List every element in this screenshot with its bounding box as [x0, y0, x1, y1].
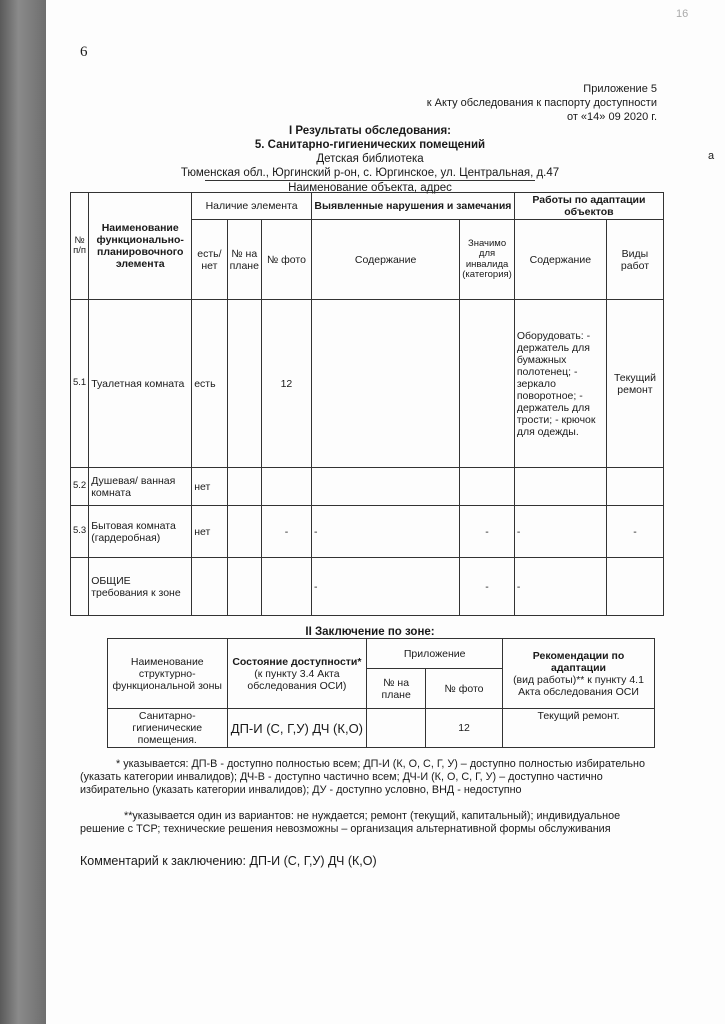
- header-works-content: Содержание: [514, 220, 606, 300]
- table-row: [108, 709, 655, 748]
- concl-recommend-note: (вид работы)** к пункту 4.1 Акта обследования ОСИ: [513, 673, 644, 698]
- row-content: -: [311, 558, 459, 616]
- concl-state-note: (к пункту 3.4 Акта обследования ОСИ): [247, 667, 347, 692]
- table-row: [71, 300, 664, 468]
- conclusion-comment: Комментарий к заключению: ДП-И (С, Г,У) ДЧ (К,О): [80, 854, 377, 868]
- header-plan-no: № на плане: [227, 220, 261, 300]
- concl-state-label: Состояние доступности*: [232, 655, 362, 668]
- address-caption: Наименование объекта, адрес: [205, 180, 535, 195]
- row-content: [311, 300, 459, 468]
- row-num: 5.3: [71, 506, 89, 558]
- row-plan: [227, 300, 261, 468]
- appendix-header: [327, 82, 657, 124]
- row-name: Туалетная комната: [89, 300, 192, 468]
- concl-header-recommend: [503, 639, 655, 709]
- row-type: -: [606, 506, 663, 558]
- row-num: 5.2: [71, 468, 89, 506]
- concl-photo: 12: [426, 709, 503, 748]
- concl-header-state: [227, 639, 367, 709]
- row-significance: -: [460, 558, 515, 616]
- concl-recommend: Текущий ремонт.: [503, 709, 655, 748]
- scan-edge-shadow: [0, 0, 46, 1024]
- subsection-title: 5. Санитарно-гигиенических помещений: [254, 139, 486, 151]
- row-type: [606, 468, 663, 506]
- concl-header-plan: № на плане: [367, 669, 426, 709]
- row-works: [514, 468, 606, 506]
- footnote-1: * указывается: ДП-В - доступно полностью всем; ДП-И (К, О, С, Г, У) – доступно полностью избирательно (указать категории инвалидов); ДЧ-В - доступно частично всем; ДЧ-И (К, О, С, Г, У) – доступно частично избирательно (указать категории инвалидов); ДУ - доступно условно, ВНД - недоступно: [80, 758, 645, 796]
- concl-header-zone: Наименование структурно-функциональной зоны: [108, 639, 228, 709]
- header-element-name: Наименование функционально-планировочного элемента: [89, 193, 192, 300]
- row-works: -: [514, 506, 606, 558]
- footnote-2: **указывается один из вариантов: не нуждается; ремонт (текущий, капитальный); индивидуальное решение с ТСР; технические решения невозможны – организация альтернативной формы обслуживания: [80, 810, 621, 835]
- header-photo-no: № фото: [261, 220, 311, 300]
- section-title: I Результаты обследования:: [289, 125, 451, 137]
- row-type: Текущий ремонт: [606, 300, 663, 468]
- table-row: [71, 558, 664, 616]
- appendix-line-1: Приложение 5: [583, 83, 657, 95]
- row-significance: [460, 468, 515, 506]
- header-works-type: Виды работ: [606, 220, 663, 300]
- header-significance: Значимо для инвалида (категория): [460, 220, 515, 300]
- row-has: нет: [192, 468, 227, 506]
- row-works: Оборудовать: - держатель для бумажных полотенец; - зеркало поворотное; - держатель для трости; - крючок для одежды.: [514, 300, 606, 468]
- corner-mark: 16: [676, 8, 689, 20]
- conclusion-table: [107, 638, 655, 748]
- concl-recommend-label: Рекомендации по адаптации: [532, 649, 625, 674]
- row-has: нет: [192, 506, 227, 558]
- header-violations: Выявленные нарушения и замечания: [311, 193, 514, 220]
- row-plan: [227, 506, 261, 558]
- header-content: Содержание: [311, 220, 459, 300]
- concl-header-appendix: Приложение: [367, 639, 503, 669]
- concl-zone: Санитарно-гигиенические помещения.: [108, 709, 228, 748]
- row-num: [71, 558, 89, 616]
- row-content: -: [311, 506, 459, 558]
- header-works: Работы по адаптации объектов: [514, 193, 663, 220]
- appendix-line-3: от «14» 09 2020 г.: [566, 111, 657, 123]
- row-significance: [460, 300, 515, 468]
- row-works: -: [514, 558, 606, 616]
- concl-header-photo: № фото: [426, 669, 503, 709]
- row-has: [192, 558, 227, 616]
- row-photo: 12: [261, 300, 311, 468]
- row-significance: -: [460, 506, 515, 558]
- row-plan: [227, 468, 261, 506]
- table-row: [71, 506, 664, 558]
- edge-mark: a: [708, 150, 715, 162]
- row-num: 5.1: [71, 300, 89, 468]
- row-content: [311, 468, 459, 506]
- concl-plan: [367, 709, 426, 748]
- row-name: Душевая/ ванная комната: [89, 468, 192, 506]
- row-photo: [261, 468, 311, 506]
- object-address: Тюменская обл., Юргинский р-он, с. Юргинское, ул. Центральная, д.47: [180, 167, 560, 179]
- row-name: Бытовая комната (гардеробная): [89, 506, 192, 558]
- row-photo: [261, 558, 311, 616]
- row-name: ОБЩИЕ требования к зоне: [89, 558, 192, 616]
- object-name: Детская библиотека: [316, 153, 424, 165]
- conclusion-title: II Заключение по зоне:: [305, 626, 435, 638]
- row-type: [606, 558, 663, 616]
- header-yes-no: есть/ нет: [192, 220, 227, 300]
- row-plan: [227, 558, 261, 616]
- page-number: 6: [80, 44, 88, 60]
- row-photo: -: [261, 506, 311, 558]
- header-presence: Наличие элемента: [192, 193, 312, 220]
- table-row: [71, 468, 664, 506]
- appendix-line-2: к Акту обследования к паспорту доступности: [426, 97, 657, 109]
- row-has: есть: [192, 300, 227, 468]
- header-num: № п/п: [71, 193, 89, 300]
- concl-state: ДП-И (С, Г,У) ДЧ (К,О): [227, 709, 367, 748]
- survey-table: [70, 192, 664, 616]
